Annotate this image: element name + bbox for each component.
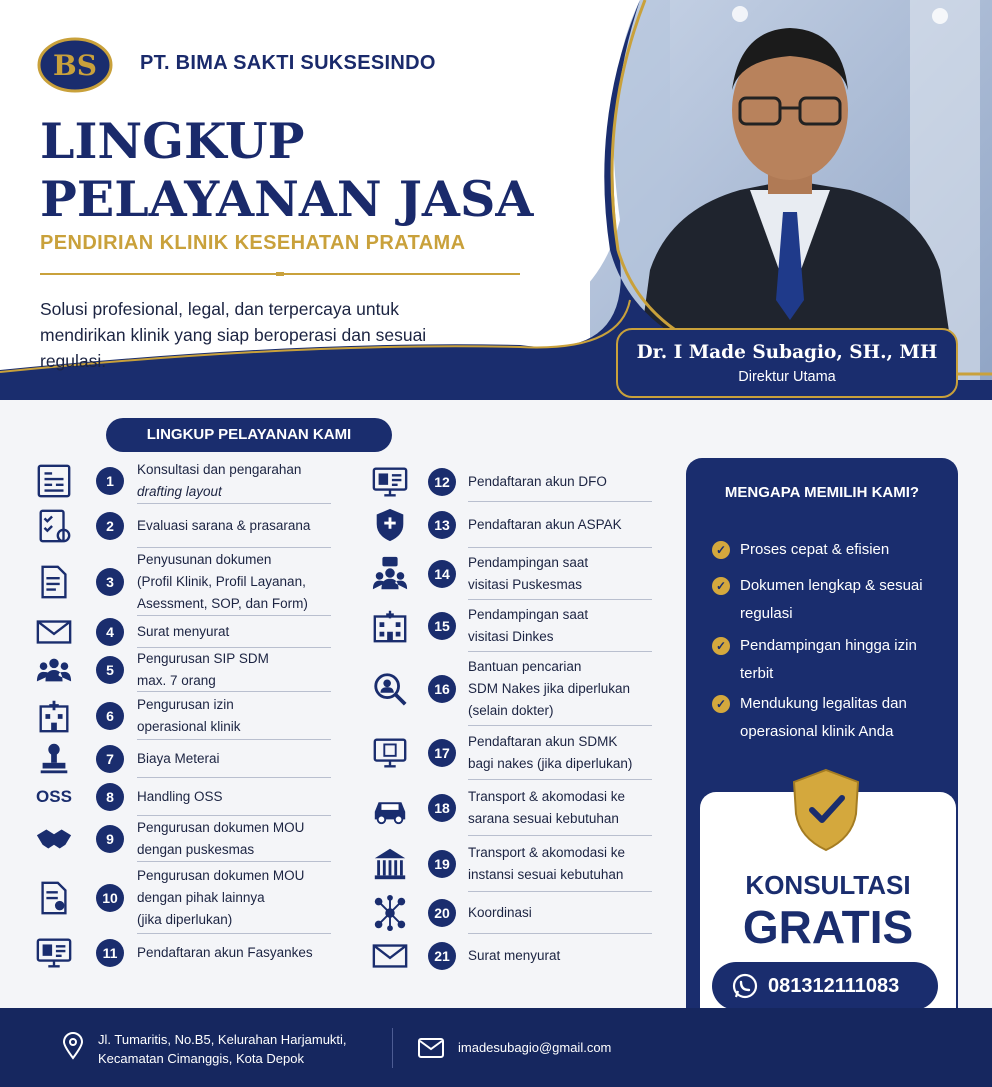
service-number: 20 <box>428 899 456 927</box>
service-text: Bantuan pencarian SDM Nakes jika diperlukan (selain dokter) <box>468 659 631 718</box>
why-item <box>712 690 944 746</box>
stamp-icon <box>34 739 74 779</box>
company-logo <box>36 36 114 94</box>
row-divider <box>468 651 652 652</box>
service-text: Handling OSS <box>137 789 223 804</box>
why-item <box>712 632 944 688</box>
whatsapp-button[interactable] <box>712 962 938 1010</box>
service-number: 16 <box>428 675 456 703</box>
monitor-icon <box>34 933 74 973</box>
service-number: 5 <box>96 656 124 684</box>
row-divider <box>468 933 652 934</box>
row-divider <box>468 835 652 836</box>
row-divider <box>137 503 331 504</box>
header <box>0 0 992 400</box>
team-icon <box>370 554 410 594</box>
service-text: Koordinasi <box>468 905 532 920</box>
service-text: Pendaftaran akun Fasyankes <box>137 945 313 960</box>
service-number: 4 <box>96 618 124 646</box>
title-line-1: LINGKUP <box>40 112 305 170</box>
lead-text: Solusi profesional, legal, dan terpercaya untuk mendirikan klinik yang siap beroperasi dan sesuai regulasi. <box>40 299 427 371</box>
service-text: Pendaftaran akun SDMK bagi nakes (jika diperlukan) <box>468 734 633 771</box>
institution-icon <box>370 844 410 884</box>
checklist-icon <box>34 506 74 546</box>
free-label: GRATIS <box>742 901 914 953</box>
row-divider <box>468 501 652 502</box>
service-number: 3 <box>96 568 124 596</box>
document-icon <box>34 562 74 602</box>
email-link[interactable]: imadesubagio@gmail.com <box>458 1040 612 1055</box>
service-number: 8 <box>96 783 124 811</box>
service-text: Penyusunan dokumen (Profil Klinik, Profil Layanan, Asessment, SOP, dan Form) <box>137 552 308 611</box>
why-item-text: Proses cepat & efisien <box>740 541 890 558</box>
service-number: 1 <box>96 467 124 495</box>
service-number: 15 <box>428 612 456 640</box>
director-name-card <box>616 328 958 398</box>
handshake-icon <box>34 819 74 859</box>
why-title: MENGAPA MEMILIH KAMI? <box>724 484 920 501</box>
row-divider <box>468 725 652 726</box>
company-name: PT. BIMA SAKTI SUKSESINDO <box>140 52 436 74</box>
layout-icon <box>34 461 74 501</box>
row-divider <box>468 599 652 600</box>
why-item-text: Mendukung legalitas dan operasional klinik Anda <box>740 695 907 740</box>
monitor-icon <box>370 462 410 502</box>
service-text: Evaluasi sarana & prasarana <box>137 518 311 533</box>
service-text: Pengurusan SIP SDM max. 7 orang <box>137 651 269 688</box>
row-divider <box>137 861 331 862</box>
service-text: Pengurusan dokumen MOU dengan pihak lainnya (jika diperlukan) <box>137 868 305 927</box>
row-divider <box>137 815 331 816</box>
service-number: 2 <box>96 512 124 540</box>
page-subtitle: PENDIRIAN KLINIK KESEHATAN PRATAMA <box>40 232 466 254</box>
service-number: 12 <box>428 468 456 496</box>
row-divider <box>137 933 331 934</box>
search-person-icon <box>370 669 410 709</box>
director-name: Dr. I Made Subagio, SH., MH <box>636 342 938 363</box>
director-role: Direktur Utama <box>738 369 836 385</box>
contract-icon <box>34 878 74 918</box>
row-divider <box>468 547 652 548</box>
address-line-1: Jl. Tumaritis, No.B5, Kelurahan Harjamukti, <box>98 1032 347 1047</box>
service-number: 6 <box>96 702 124 730</box>
service-text: Transport & akomodasi ke instansi sesuai kebutuhan <box>468 845 626 882</box>
service-number: 13 <box>428 511 456 539</box>
check-icon: ✓ <box>712 637 730 655</box>
service-text: Pendaftaran akun ASPAK <box>468 517 622 532</box>
footer-divider <box>392 1028 393 1068</box>
service-number: 14 <box>428 560 456 588</box>
envelope-icon <box>34 612 74 652</box>
address-line-2: Kecamatan Cimanggis, Kota Depok <box>98 1051 304 1066</box>
row-divider <box>137 615 331 616</box>
service-number: 21 <box>428 942 456 970</box>
why-item <box>712 572 944 628</box>
shield-icon <box>370 505 410 545</box>
phone-number: 081312111083 <box>768 975 900 997</box>
logo-text: BS <box>53 49 97 82</box>
why-item <box>712 536 944 564</box>
computer-icon <box>370 733 410 773</box>
car-icon <box>370 788 410 828</box>
why-item-text: Dokumen lengkap & sesuai regulasi <box>740 577 923 622</box>
service-text: Surat menyurat <box>137 624 230 639</box>
service-text: Pendampingan saat visitasi Puskesmas <box>468 555 589 592</box>
service-number: 10 <box>96 884 124 912</box>
service-number: 9 <box>96 825 124 853</box>
service-text: Pengurusan izin operasional klinik <box>137 697 241 734</box>
check-icon: ✓ <box>712 577 730 595</box>
hospital-icon <box>34 696 74 736</box>
service-number: 17 <box>428 739 456 767</box>
consult-label: KONSULTASI <box>745 870 911 900</box>
service-number: 11 <box>96 939 124 967</box>
service-number: 7 <box>96 745 124 773</box>
oss-icon: OSS <box>36 787 72 806</box>
network-icon <box>370 893 410 933</box>
service-text: Biaya Meterai <box>137 751 220 766</box>
row-divider <box>137 777 331 778</box>
check-icon: ✓ <box>712 695 730 713</box>
service-text: Transport & akomodasi ke sarana sesuai kebutuhan <box>468 789 626 826</box>
email-icon <box>418 1038 444 1058</box>
section-title: LINGKUP PELAYANAN KAMI <box>106 418 392 452</box>
row-divider <box>137 739 331 740</box>
row-divider <box>137 547 331 548</box>
service-text: Pendampingan saat visitasi Dinkes <box>468 607 589 644</box>
title-line-2: PELAYANAN JASA <box>40 170 534 228</box>
envelope-icon <box>370 936 410 976</box>
row-divider <box>468 891 652 892</box>
shield-check-icon <box>790 766 862 854</box>
row-divider <box>468 779 652 780</box>
gold-divider <box>40 272 520 276</box>
service-text: Pengurusan dokumen MOU dengan puskesmas <box>137 820 305 857</box>
people-icon <box>34 650 74 690</box>
page-title <box>40 112 533 228</box>
address <box>98 1030 347 1068</box>
location-pin-icon <box>62 1032 84 1060</box>
check-icon: ✓ <box>712 541 730 559</box>
footer <box>0 1008 992 1087</box>
why-item-text: Pendampingan hingga izin terbit <box>740 637 917 682</box>
whatsapp-icon <box>732 973 758 999</box>
service-text: Pendaftaran akun DFO <box>468 474 607 489</box>
service-text: Surat menyurat <box>468 948 561 963</box>
building-icon <box>370 606 410 646</box>
row-divider <box>137 691 331 692</box>
service-number: 19 <box>428 850 456 878</box>
service-text: Konsultasi dan pengarahan drafting layout <box>137 462 302 499</box>
service-number: 18 <box>428 794 456 822</box>
